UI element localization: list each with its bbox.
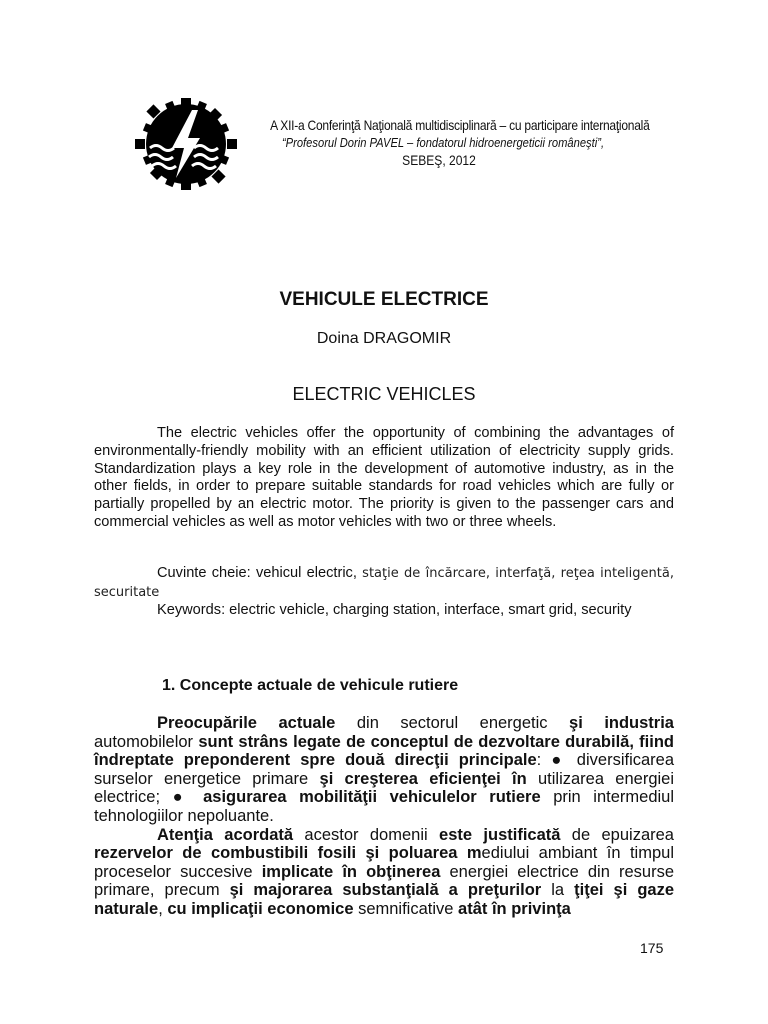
- keywords-romanian: [94, 564, 674, 602]
- body-text: [94, 714, 674, 919]
- bold-text-run: ●: [551, 751, 567, 770]
- paper-title: VEHICULE ELECTRICE: [279, 289, 489, 310]
- english-title: ELECTRIC VEHICLES: [292, 384, 476, 404]
- text-run: din sectorul energetic: [335, 714, 570, 732]
- conference-title: A XII-a Conferinţă Naţională multidisciplinară – cu participare internaţională: [270, 117, 650, 133]
- bold-text-run: este justificată: [439, 825, 561, 844]
- keywords-ro-label: Cuvinte cheie: vehicul electric,: [157, 565, 363, 581]
- text-run: de epuizarea: [560, 825, 674, 844]
- text-run: prin intermediul tehnologiilor nepoluante.: [94, 788, 675, 825]
- bold-text-run: implicate în obţinerea: [261, 862, 441, 881]
- text-run: ediului ambiant în timpul proceselor succesive: [94, 844, 674, 881]
- bold-text-run: Preocupările actuale: [157, 714, 336, 732]
- author-name: Doina DRAGOMIR: [316, 330, 452, 347]
- bold-text-run: ţiţei şi gaze naturale: [94, 881, 674, 918]
- keywords-english: Keywords: electric vehicle, charging station, interface, smart grid, security: [157, 602, 632, 618]
- bold-text-run: şi creşterea eficienţei în: [319, 769, 527, 788]
- text-run: la: [541, 881, 575, 900]
- conference-logo-icon: [134, 98, 238, 190]
- bold-text-run: şi majorarea substanţială a preţurilor: [229, 881, 542, 900]
- text-run: :: [536, 751, 552, 770]
- text-run: energiei electrice din resurse primare, precum: [94, 862, 674, 900]
- paragraph-1: [94, 714, 674, 826]
- bold-text-run: sunt strâns legate de conceptul de dezvoltare durabilă, fiind îndreptate preponderent spre două direcţii principale: [94, 732, 674, 770]
- text-run: ,: [158, 899, 168, 918]
- text-run: utilizarea energiei electrice;: [94, 769, 674, 807]
- abstract-paragraph: The electric vehicles offer the opportunity of combining the advantages of environmentally-friendly mobility with an efficient utilization of electricity supply grids. Standardization plays a key role in the development of automotive industry, as in the other fields, in order to prepare suitable standards for road vehicles which are fully or partially propelled by an electric motor. The priority is given to the passenger cars and commercial vehicles as well as motor vehicles with two or three wheels.: [94, 425, 674, 530]
- bold-text-run: Atenţia acordată: [157, 825, 294, 844]
- page-number: 175: [640, 940, 664, 956]
- conference-subtitle: “Profesorul Dorin PAVEL – fondatorul hidroenergeticii româneşti”,: [281, 135, 605, 150]
- bold-text-run: rezervelor de combustibili fosili şi poluarea m: [94, 844, 482, 863]
- text-run: acestor domenii: [293, 825, 440, 844]
- bold-text-run: şi industria: [569, 714, 674, 732]
- conference-place: SEBEŞ, 2012: [402, 152, 476, 168]
- text-run: automobilelor: [94, 732, 199, 751]
- paragraph-2: [94, 826, 674, 919]
- bold-text-run: atât în privinţa: [458, 899, 571, 918]
- text-run: semnificative: [353, 899, 459, 918]
- bold-text-run: ● asigurarea mobilităţii vehiculelor rutiere: [172, 788, 541, 807]
- text-run: diversificarea surselor energetice primare: [94, 751, 675, 788]
- bold-text-run: cu implicaţii economice: [167, 899, 354, 918]
- keywords-ro-rest: staţie de încărcare, interfaţă, reţea inteligentă, securitate: [94, 566, 674, 600]
- section-heading: 1. Concepte actuale de vehicule rutiere: [162, 677, 459, 694]
- conference-header: [134, 98, 674, 190]
